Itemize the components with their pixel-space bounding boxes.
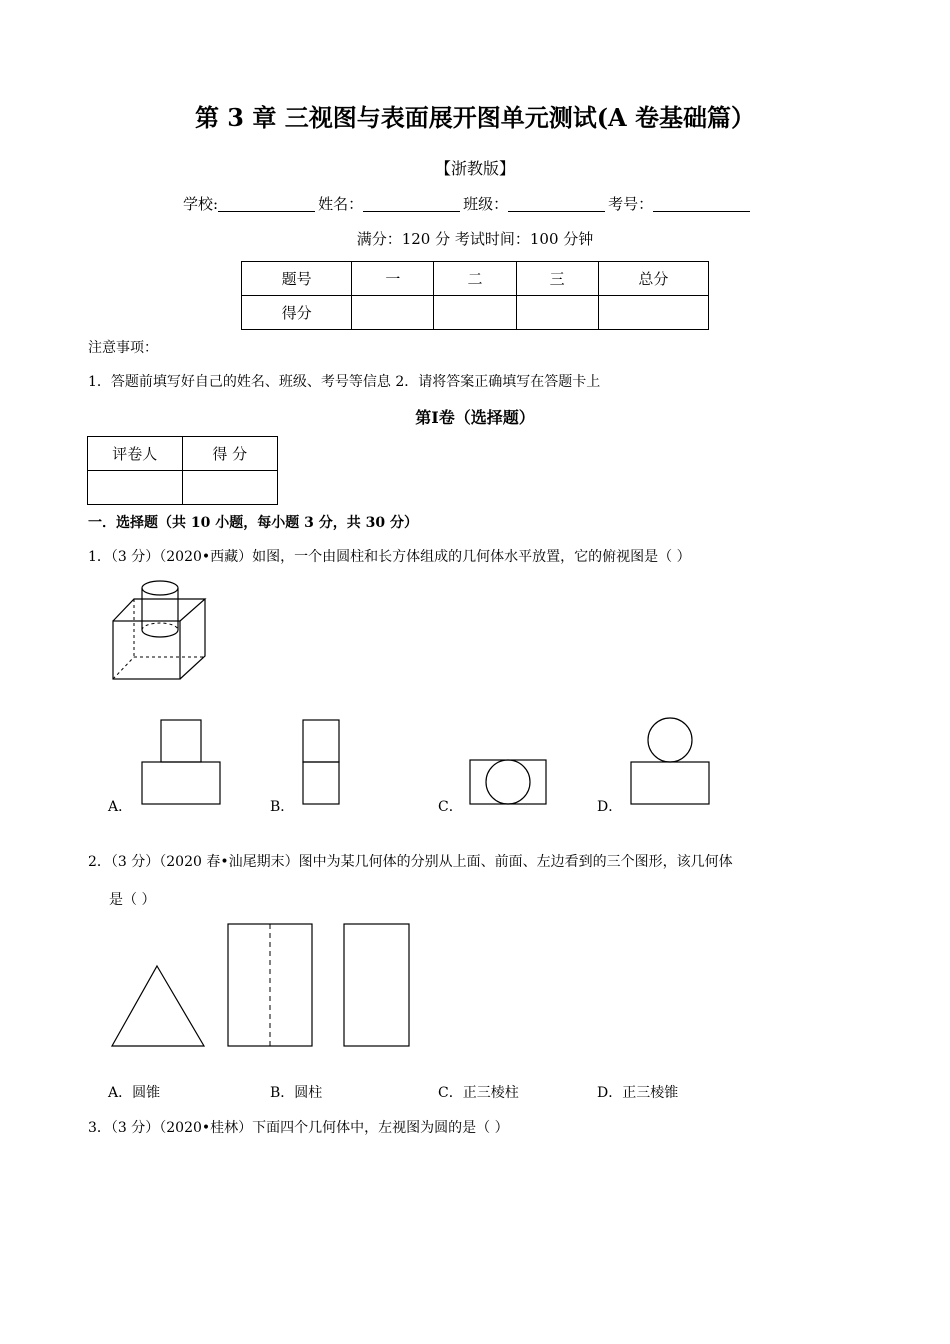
school-label: 学校: <box>183 195 219 213</box>
question-1-option-a[interactable]: A． <box>108 799 133 815</box>
question-2-option-c[interactable]: C．正三棱柱 <box>438 1085 519 1101</box>
question-2-option-a[interactable]: A．圆锥 <box>108 1085 161 1101</box>
score-header-cell: 总分 <box>598 262 708 296</box>
question-2-text-line-2: 是（ ） <box>109 892 156 908</box>
score-cell[interactable] <box>516 296 598 330</box>
grader-cell[interactable] <box>182 471 278 505</box>
class-label: 班级： <box>463 195 509 213</box>
option-a-figure <box>141 719 221 805</box>
section-title: 第Ⅰ卷（选择题） <box>415 408 535 427</box>
question-3-text: 3．（3 分）（2020•桂林）下面四个几何体中，左视图为圆的是（ ） <box>88 1120 509 1136</box>
question-1-option-d[interactable]: D． <box>597 799 623 815</box>
grader-table <box>87 436 278 505</box>
grader-cell[interactable] <box>88 471 183 505</box>
side-view-rectangle <box>343 923 410 1047</box>
question-1-option-b[interactable]: B． <box>270 799 295 815</box>
score-header-cell: 二 <box>434 262 516 296</box>
notes-line: 1．答题前填写好自己的姓名、班级、考号等信息 2．请将答案正确填写在答题卡上 <box>88 374 601 390</box>
score-cell[interactable] <box>598 296 708 330</box>
question-2-text-line-1: 2．（3 分）（2020 春•汕尾期末）图中为某几何体的分别从上面、前面、左边看到的三个图形，该几何体 <box>88 854 733 870</box>
option-c-figure <box>469 759 547 805</box>
score-row-label: 得分 <box>242 296 352 330</box>
edition-label: 【浙教版】 <box>434 159 515 178</box>
score-header-cell: 题号 <box>242 262 352 296</box>
question-2-option-d[interactable]: D．正三棱锥 <box>597 1085 679 1101</box>
top-view-triangle <box>110 964 206 1048</box>
question-1-solid-figure <box>108 578 213 683</box>
score-table <box>241 261 709 330</box>
grader-header-cell: 评卷人 <box>88 437 183 471</box>
notes-heading: 注意事项： <box>88 340 158 356</box>
id-field[interactable] <box>653 196 750 212</box>
score-header-cell: 一 <box>352 262 434 296</box>
score-header-cell: 三 <box>516 262 598 296</box>
page-title: 第 3 章 三视图与表面展开图单元测试(A 卷基础篇） <box>194 103 756 132</box>
student-info-line <box>183 193 753 214</box>
question-1-text: 1．（3 分）（2020•西藏）如图，一个由圆柱和长方体组成的几何体水平放置，它的俯视图是（ ） <box>88 549 691 565</box>
option-d-figure <box>630 717 710 805</box>
name-field[interactable] <box>363 196 460 212</box>
front-view-rectangle <box>227 923 313 1047</box>
part-heading: 一．选择题（共 10 小题，每小题 3 分，共 30 分） <box>88 515 418 531</box>
school-field[interactable] <box>218 196 315 212</box>
id-label: 考号： <box>608 195 654 213</box>
question-1-option-c[interactable]: C． <box>438 799 463 815</box>
grader-header-cell: 得 分 <box>182 437 278 471</box>
option-b-figure <box>302 719 340 805</box>
name-label: 姓名： <box>318 195 364 213</box>
class-field[interactable] <box>508 196 605 212</box>
exam-info: 满分：120 分 考试时间：100 分钟 <box>356 230 594 248</box>
question-2-option-b[interactable]: B．圆柱 <box>270 1085 323 1101</box>
score-cell[interactable] <box>352 296 434 330</box>
score-cell[interactable] <box>434 296 516 330</box>
